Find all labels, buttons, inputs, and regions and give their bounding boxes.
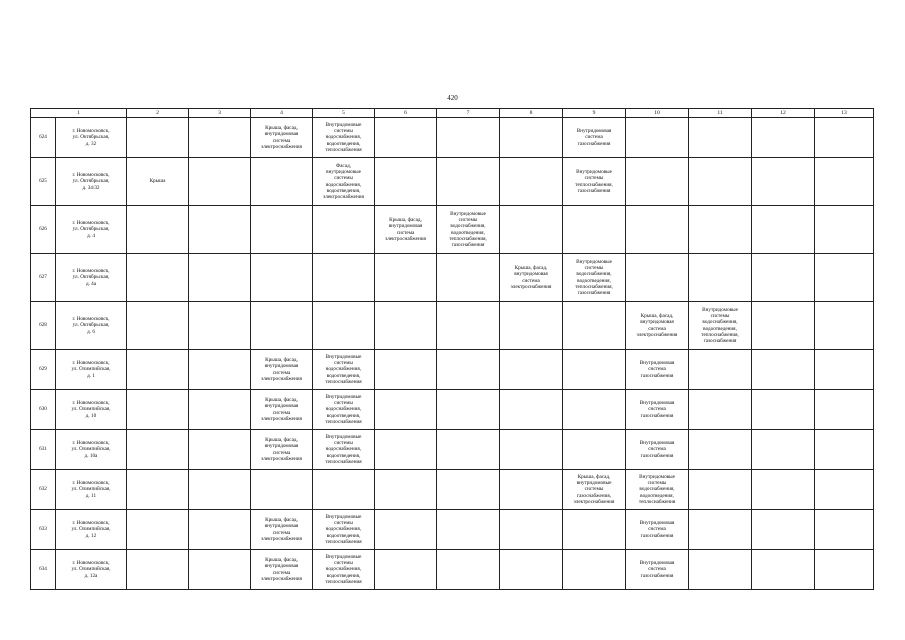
- table-row: [31, 302, 874, 350]
- table-cell: [313, 470, 375, 510]
- column-header: 2: [127, 109, 189, 118]
- table-cell: [189, 158, 251, 206]
- table-cell: [563, 350, 626, 390]
- table-cell: [563, 430, 626, 470]
- table-cell: [437, 470, 500, 510]
- row-number: 633: [31, 510, 56, 550]
- column-header: 3: [189, 109, 251, 118]
- table-cell: Внутридомовая система газоснабжения: [626, 550, 689, 590]
- table-cell: [689, 158, 752, 206]
- table-row: [31, 510, 874, 550]
- table-cell: [127, 118, 189, 158]
- table-row: [31, 158, 874, 206]
- table-cell: [626, 206, 689, 254]
- address-cell: г. Новомосковск, ул. Олимпийская, д. 11: [56, 470, 127, 510]
- table-cell: [500, 550, 563, 590]
- table-cell: [313, 206, 375, 254]
- table-cell: [563, 510, 626, 550]
- table-cell: [815, 254, 874, 302]
- table-cell: [189, 118, 251, 158]
- table-cell: [500, 158, 563, 206]
- table-cell: [563, 390, 626, 430]
- table-cell: [563, 550, 626, 590]
- table-cell: [313, 302, 375, 350]
- table-cell: [313, 254, 375, 302]
- table-row: [31, 118, 874, 158]
- table-cell: [689, 510, 752, 550]
- table-cell: [437, 430, 500, 470]
- table-cell: [127, 302, 189, 350]
- table-cell: [375, 510, 437, 550]
- table-cell: [689, 470, 752, 510]
- table-cell: [626, 158, 689, 206]
- table-cell: [500, 206, 563, 254]
- address-cell: г. Новомосковск, ул. Олимпийская, д. 10: [56, 390, 127, 430]
- table-cell: [815, 510, 874, 550]
- table-cell: [500, 350, 563, 390]
- table-cell: [815, 158, 874, 206]
- table-cell: [127, 430, 189, 470]
- column-header: 4: [251, 109, 313, 118]
- address-cell: г. Новомосковск, ул. Олимпийская, д. 12: [56, 510, 127, 550]
- table-cell: [500, 390, 563, 430]
- table-cell: [251, 302, 313, 350]
- table-cell: [500, 470, 563, 510]
- column-header: 8: [500, 109, 563, 118]
- table-cell: [815, 390, 874, 430]
- table-cell: Крыша, фасад, внутридомовая система электроснабжения: [251, 118, 313, 158]
- table-row: [31, 470, 874, 510]
- table-cell: [815, 350, 874, 390]
- table-cell: [626, 118, 689, 158]
- row-number: 630: [31, 390, 56, 430]
- table-cell: Внутридомовые системы водоснабжения, водоотведения, теплоснабжения: [313, 350, 375, 390]
- table-cell: [375, 158, 437, 206]
- table-cell: Внутридомовые системы водоснабжения, водоотведения, теплоснабжения, газоснабжения: [563, 254, 626, 302]
- table-cell: [752, 158, 815, 206]
- table-cell: [437, 118, 500, 158]
- table-cell: [375, 302, 437, 350]
- schedule-table: [30, 108, 874, 590]
- table-cell: [189, 430, 251, 470]
- table-cell: Крыша, фасад, внутридомовая система электроснабжения: [626, 302, 689, 350]
- table-cell: Внутридомовая система газоснабжения: [626, 390, 689, 430]
- table-cell: [437, 254, 500, 302]
- table-cell: [375, 390, 437, 430]
- table-cell: Внутридомовые системы водоснабжения, водоотведения, теплоснабжения: [313, 510, 375, 550]
- table-cell: [437, 302, 500, 350]
- table-cell: Внутридомовая система газоснабжения: [626, 510, 689, 550]
- table-cell: [251, 206, 313, 254]
- table-cell: Крыша, фасад, внутридомовая система электроснабжения: [251, 510, 313, 550]
- address-cell: г. Новомосковск, ул. Олимпийская, д. 12а: [56, 550, 127, 590]
- table-cell: [500, 510, 563, 550]
- table-cell: [752, 206, 815, 254]
- table-cell: [689, 430, 752, 470]
- table-cell: [815, 118, 874, 158]
- table-cell: [189, 390, 251, 430]
- table-cell: Крыша, фасад, внутридомовая система электроснабжения: [500, 254, 563, 302]
- column-header: 10: [626, 109, 689, 118]
- table-cell: Внутридомовая система газоснабжения: [563, 118, 626, 158]
- table-cell: Внутридомовые системы водоснабжения, водоотведения, теплоснабжения: [313, 118, 375, 158]
- table-cell: Внутридомовые системы водоснабжения, водоотведения, теплоснабжения: [313, 550, 375, 590]
- row-number: 627: [31, 254, 56, 302]
- table-cell: [815, 302, 874, 350]
- table-row: [31, 350, 874, 390]
- table-cell: Крыша, фасад, внутридомовая система электроснабжения: [251, 350, 313, 390]
- table-cell: [500, 430, 563, 470]
- table-cell: [189, 350, 251, 390]
- row-number: 625: [31, 158, 56, 206]
- table-cell: [689, 550, 752, 590]
- address-cell: г. Новомосковск, ул. Октябрьская, д. 34/32: [56, 158, 127, 206]
- column-header: 1: [31, 109, 127, 118]
- table-cell: [752, 430, 815, 470]
- table-cell: Крыша, фасад, внутридомовая система электроснабжения: [251, 390, 313, 430]
- table-cell: Внутридомовые системы теплоснабжения, газоснабжения: [563, 158, 626, 206]
- table-cell: Внутридомовая система газоснабжения: [626, 350, 689, 390]
- table-cell: [752, 550, 815, 590]
- table-cell: [375, 350, 437, 390]
- table-cell: [752, 118, 815, 158]
- table-cell: Внутридомовые системы водоснабжения, водоотведения, теплоснабжения, газоснабжения: [689, 302, 752, 350]
- table-row: [31, 390, 874, 430]
- table-cell: [689, 118, 752, 158]
- table-cell: [375, 430, 437, 470]
- table-row: [31, 430, 874, 470]
- table-cell: Крыша, фасад, внутридомовая система электроснабжения: [251, 550, 313, 590]
- table-cell: [752, 254, 815, 302]
- table-row: [31, 550, 874, 590]
- address-cell: г. Новомосковск, ул. Олимпийская, д. 10а: [56, 430, 127, 470]
- table-cell: [752, 470, 815, 510]
- table-cell: [189, 550, 251, 590]
- table-cell: [127, 550, 189, 590]
- table-cell: [127, 254, 189, 302]
- table-cell: [375, 118, 437, 158]
- table-cell: [437, 158, 500, 206]
- table-cell: [375, 254, 437, 302]
- row-number: 634: [31, 550, 56, 590]
- table-cell: [752, 390, 815, 430]
- row-number: 629: [31, 350, 56, 390]
- row-number: 632: [31, 470, 56, 510]
- table-cell: [127, 470, 189, 510]
- column-header: 7: [437, 109, 500, 118]
- table-cell: [251, 254, 313, 302]
- page-number: 420: [447, 94, 458, 102]
- table-row: [31, 206, 874, 254]
- address-cell: г. Новомосковск, ул. Олимпийская, д. 1: [56, 350, 127, 390]
- table-cell: [127, 390, 189, 430]
- table-cell: [752, 350, 815, 390]
- table-cell: [563, 302, 626, 350]
- table-cell: [189, 254, 251, 302]
- table-cell: [437, 550, 500, 590]
- table-cell: Внутридомовые системы водоснабжения, водоотведения, теплоснабжения, газоснабжения: [437, 206, 500, 254]
- row-number: 631: [31, 430, 56, 470]
- table-cell: Внутридомовые системы водоснабжения, водоотведения, теплоснабжения: [626, 470, 689, 510]
- table-cell: Внутридомовые системы водоснабжения, водоотведения, теплоснабжения: [313, 430, 375, 470]
- table-cell: [189, 510, 251, 550]
- table-cell: [189, 206, 251, 254]
- table-row: [31, 254, 874, 302]
- table-cell: [500, 118, 563, 158]
- column-header: 5: [313, 109, 375, 118]
- table-cell: Внутридомовые системы водоснабжения, водоотведения, теплоснабжения: [313, 390, 375, 430]
- table-cell: [815, 206, 874, 254]
- table-cell: [626, 254, 689, 302]
- column-header: 6: [375, 109, 437, 118]
- address-cell: г. Новомосковск, ул. Октябрьская, д. 4а: [56, 254, 127, 302]
- table-cell: [127, 350, 189, 390]
- table-cell: Внутридомовая система газоснабжения: [626, 430, 689, 470]
- row-number: 626: [31, 206, 56, 254]
- table-cell: Крыша, фасад, внутридомовая система электроснабжения: [251, 430, 313, 470]
- table-cell: [563, 206, 626, 254]
- table-cell: [689, 390, 752, 430]
- table-cell: [127, 206, 189, 254]
- table-cell: Фасад, внутридомовые системы водоснабжения, водоотведения, электроснабжения: [313, 158, 375, 206]
- address-cell: г. Новомосковск, ул. Октябрьская, д. 32: [56, 118, 127, 158]
- table-cell: [500, 302, 563, 350]
- table-cell: [437, 350, 500, 390]
- header-row: [31, 109, 874, 118]
- table-cell: Крыша, фасад, внутридомовые системы газоснабжения, электроснабжения: [563, 470, 626, 510]
- column-header: 11: [689, 109, 752, 118]
- row-number: 628: [31, 302, 56, 350]
- table-cell: [437, 510, 500, 550]
- table-cell: [815, 430, 874, 470]
- address-cell: г. Новомосковск, ул. Октябрьская, д. 4: [56, 206, 127, 254]
- table-cell: [752, 510, 815, 550]
- column-header: 13: [815, 109, 874, 118]
- table-cell: Крыша, фасад, внутридомовая система электроснабжения: [375, 206, 437, 254]
- table-cell: [251, 158, 313, 206]
- table-cell: [689, 206, 752, 254]
- column-header: 12: [752, 109, 815, 118]
- table-cell: [251, 470, 313, 510]
- table-cell: [375, 470, 437, 510]
- table-cell: [815, 550, 874, 590]
- table-cell: [689, 350, 752, 390]
- address-cell: г. Новомосковск, ул. Октябрьская, д. 6: [56, 302, 127, 350]
- table-cell: [189, 470, 251, 510]
- table-cell: [689, 254, 752, 302]
- table-cell: [815, 470, 874, 510]
- table-cell: [437, 390, 500, 430]
- table-cell: [189, 302, 251, 350]
- table-cell: [127, 510, 189, 550]
- table-cell: [375, 550, 437, 590]
- row-number: 624: [31, 118, 56, 158]
- column-header: 9: [563, 109, 626, 118]
- table-cell: Крыша: [127, 158, 189, 206]
- table-cell: [752, 302, 815, 350]
